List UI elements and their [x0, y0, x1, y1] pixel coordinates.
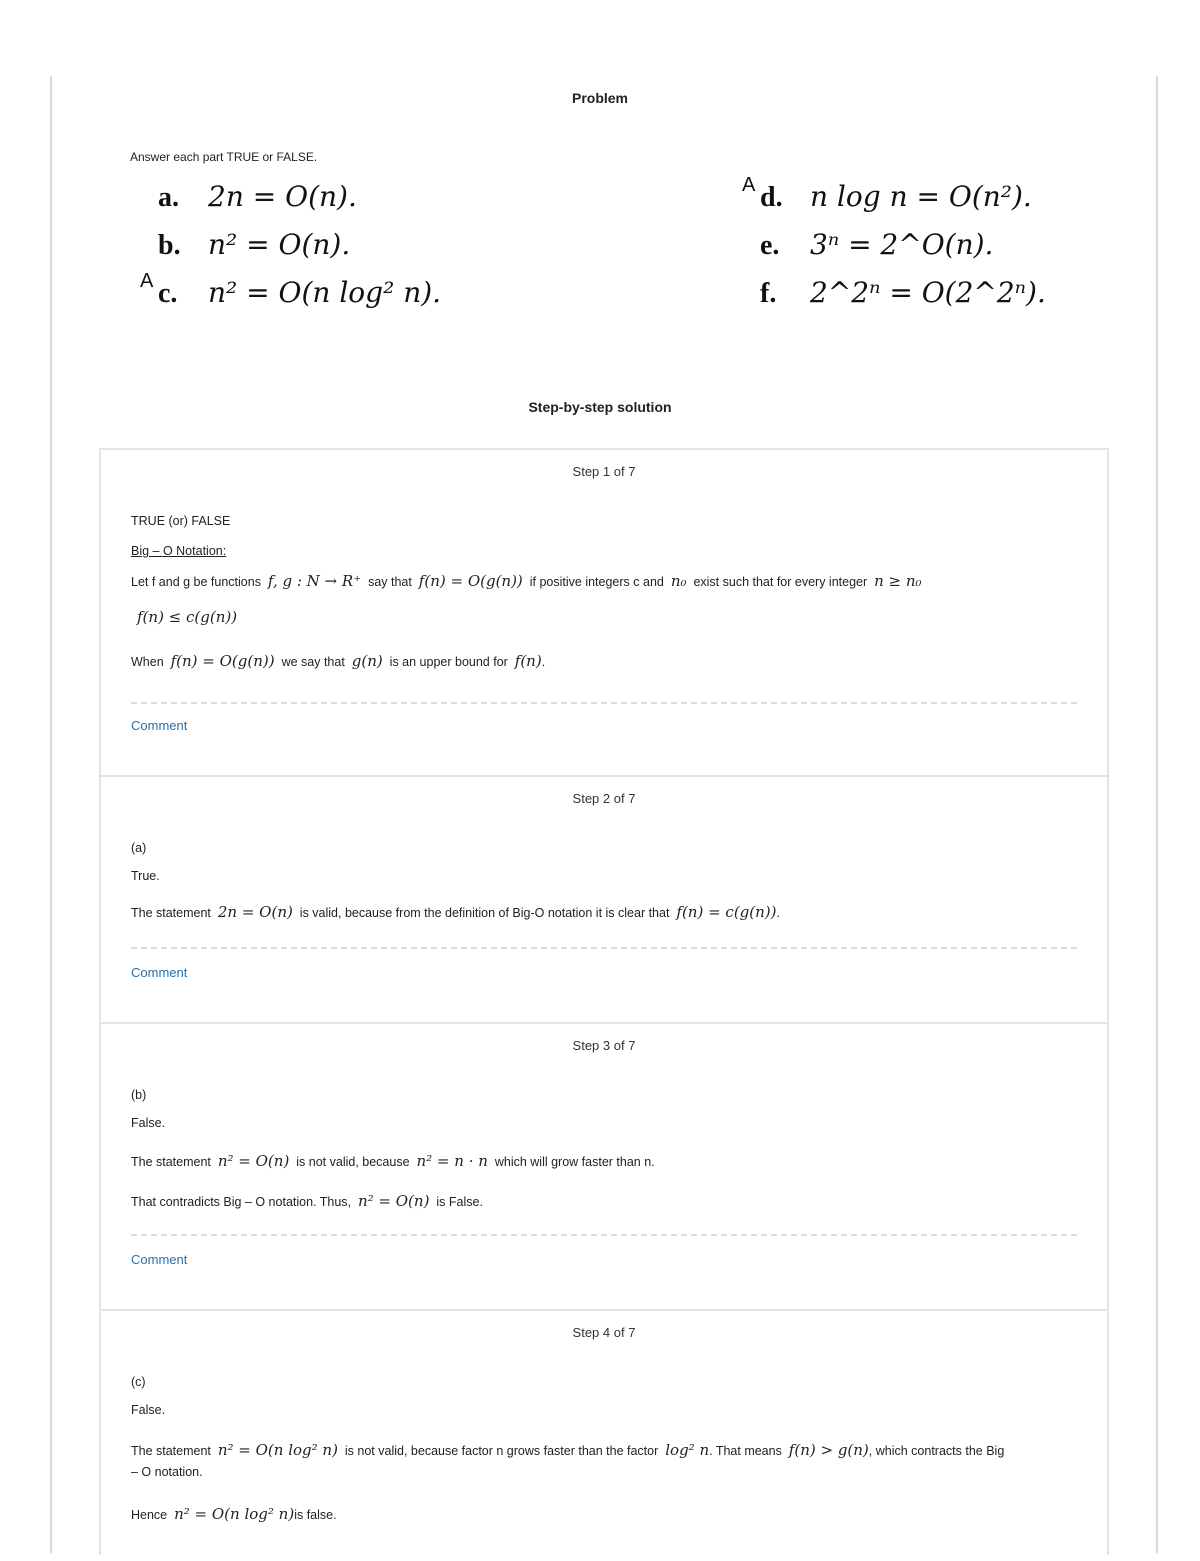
solution-heading: Step-by-step solution [528, 399, 672, 415]
steps-container [99, 448, 1109, 1555]
problem-label: d. [760, 182, 783, 213]
step-text: False. [131, 1403, 166, 1417]
step-title: Step 4 of 7 [572, 1325, 636, 1340]
step-line: The statement n² = O(n) is not valid, because n² = n · n which will grow faster than n. [131, 1152, 655, 1170]
step-1 [101, 450, 1107, 777]
step-text: False. [131, 1116, 166, 1130]
step-text: (b) [131, 1088, 147, 1102]
step-subheading: Big – O Notation: [131, 544, 227, 558]
problem-expr: 2n = O(n). [208, 180, 357, 213]
problem-expr: n² = O(n). [208, 228, 351, 261]
step-2 [101, 777, 1107, 1024]
step-line: That contradicts Big – O notation. Thus, n² = O(n) is False. [131, 1192, 483, 1210]
problem-expr: n² = O(n log² n). [208, 276, 442, 309]
problem-label: a. [158, 182, 179, 213]
divider [131, 702, 1077, 704]
problem-item-f [760, 276, 1046, 310]
step-title: Step 1 of 7 [572, 464, 636, 479]
problem-label: f. [760, 278, 777, 309]
problem-item-a [158, 180, 357, 214]
problem-intro: Answer each part TRUE or FALSE. [130, 150, 318, 164]
step-text: – O notation. [131, 1465, 203, 1479]
problem-label: e. [760, 230, 780, 261]
problem-item-e [760, 228, 993, 262]
step-math: f(n) ≤ c(g(n)) [137, 608, 238, 626]
comment-link[interactable]: Comment [131, 1252, 188, 1267]
problem-expr: 3ⁿ = 2^O(n). [810, 228, 994, 261]
step-line: The statement n² = O(n log² n) is not valid, because factor n grows faster than the factor log² n. That means f(n) > g(n), which contracts the Big [131, 1441, 1005, 1459]
step-text: (c) [131, 1375, 146, 1389]
divider [131, 1234, 1077, 1236]
problem-item-d [742, 174, 1032, 214]
step-4 [101, 1311, 1107, 1561]
step-line: The statement 2n = O(n) is valid, because from the definition of Big-O notation it is clear that f(n) = c(g(n)). [131, 903, 780, 921]
comment-link[interactable]: Comment [131, 718, 188, 733]
step-line: When f(n) = O(g(n)) we say that g(n) is an upper bound for f(n). [131, 652, 546, 670]
step-3 [101, 1024, 1107, 1311]
step-title: Step 2 of 7 [572, 791, 636, 806]
problem-heading: Problem [571, 90, 628, 106]
step-line: Let f and g be functions f, g : N → R⁺ say that f(n) = O(g(n)) if positive integers c and n₀ exist such that for every integer n ≥ n₀ [131, 572, 922, 590]
comment-link[interactable]: Comment [131, 965, 188, 980]
problem-label: c. [158, 278, 178, 309]
marker-a-icon: A [742, 174, 756, 196]
step-text: TRUE (or) FALSE [131, 514, 231, 528]
step-text: True. [131, 869, 160, 883]
problem-item-b [158, 228, 350, 262]
step-text: (a) [131, 841, 147, 855]
problem-expr: n log n = O(n²). [810, 180, 1032, 213]
problem-item-c [140, 270, 442, 310]
problem-expr: 2^2ⁿ = O(2^2ⁿ). [810, 276, 1046, 309]
problem-label: b. [158, 230, 181, 261]
divider [131, 947, 1077, 949]
step-title: Step 3 of 7 [572, 1038, 636, 1053]
marker-a-icon: A [140, 270, 154, 292]
step-line: Hence n² = O(n log² n)is false. [131, 1505, 337, 1523]
